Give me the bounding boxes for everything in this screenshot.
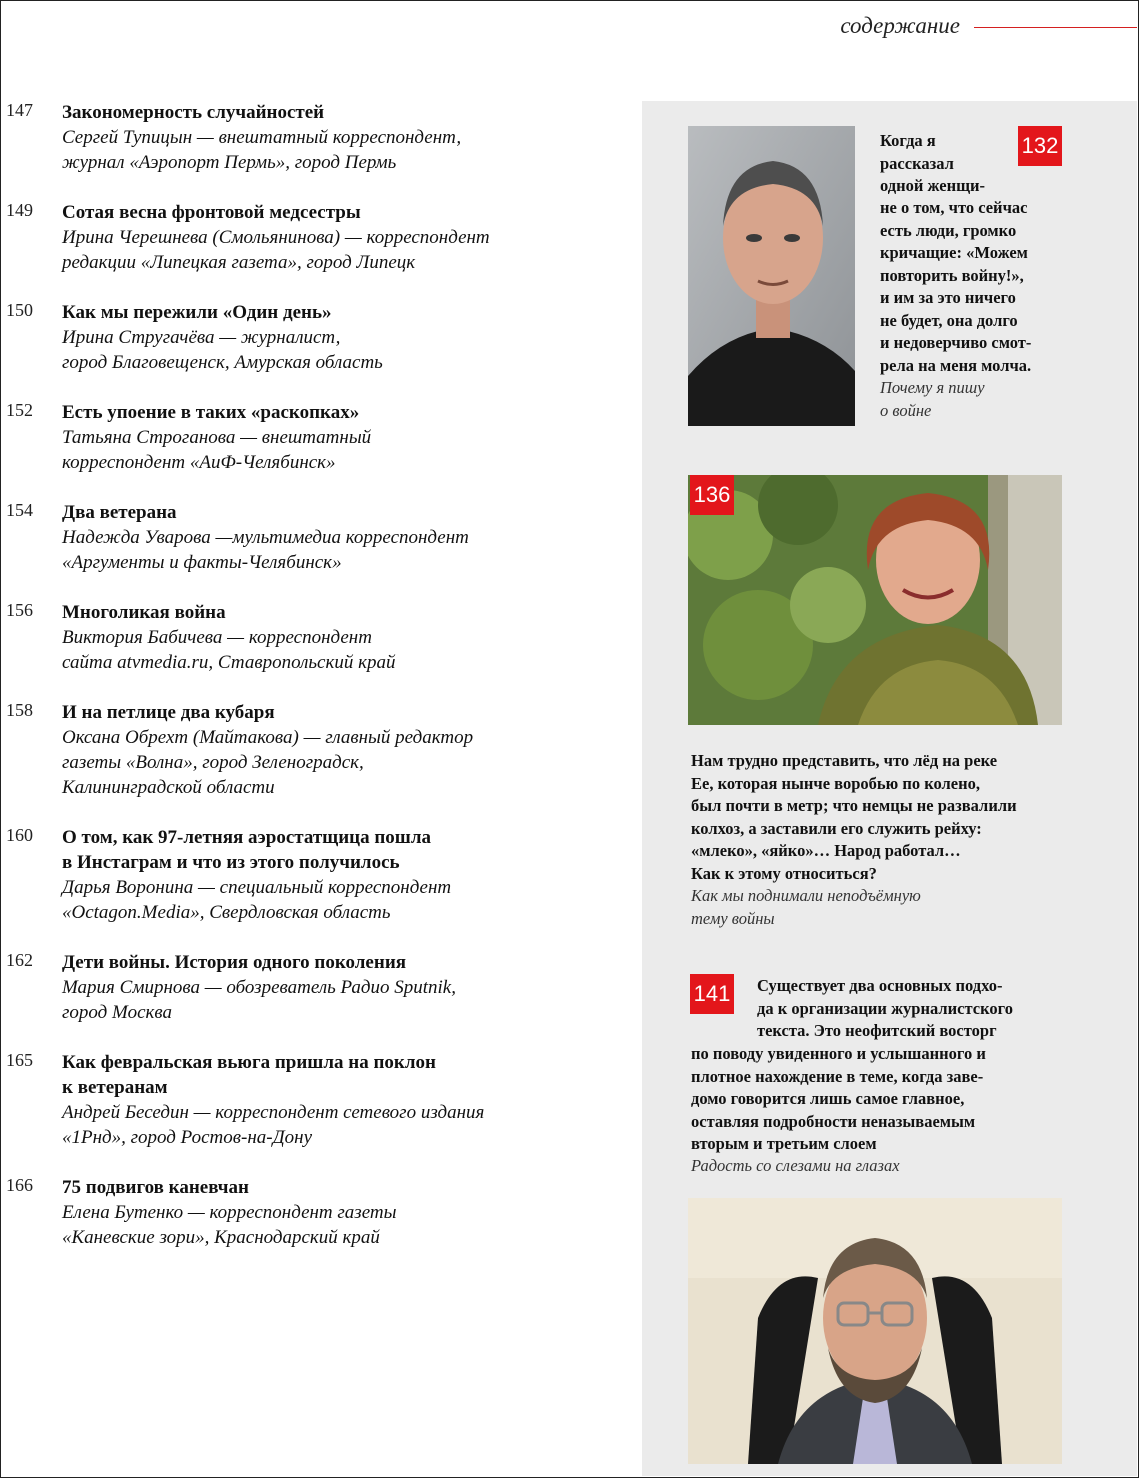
page-number: 162: [6, 950, 33, 970]
page-number: 149: [6, 200, 33, 220]
header-rule: [974, 27, 1137, 28]
article-title: Закономерность случайностей: [62, 102, 325, 123]
page-badge: 136: [690, 475, 734, 515]
page-number: 156: [6, 600, 33, 620]
article-title: Два ветерана: [62, 502, 177, 523]
article-title: 75 подвигов каневчан: [62, 1177, 249, 1198]
article-title: Сотая весна фронтовой медсестры: [62, 202, 361, 223]
article-author: Дарья Воронина — специальный корреспондент «Octagon.Media», Свердловская область: [62, 877, 452, 923]
section-label: содержание: [840, 13, 960, 38]
article-author: Оксана Обрехт (Майтакова) — главный редактор газеты «Волна», город Зеленоградск, Калининградской области: [62, 727, 474, 798]
page-number: 150: [6, 300, 33, 320]
article-author: Мария Смирнова — обозреватель Радио Sputnik, город Москва: [62, 977, 456, 1023]
article-author: Надежда Уварова —мультимедиа корреспондент «Аргументы и факты-Челябинск»: [62, 527, 469, 573]
article-author: Виктория Бабичева — корреспондент сайта atvmedia.ru, Ставропольский край: [62, 627, 396, 673]
page-badge: 132: [1018, 126, 1062, 166]
article-title: Многоликая война: [62, 602, 226, 623]
article-title: О том, как 97-летняя аэростатщица пошла в Инстаграм и что из этого получилось: [62, 827, 432, 873]
article-author: Андрей Беседин — корреспондент сетевого издания «1Рнд», город Ростов-на-Дону: [62, 1102, 485, 1148]
page-number: 147: [6, 100, 33, 120]
article-author: Сергей Тупицын — внештатный корреспондент, журнал «Аэропорт Пермь», город Пермь: [62, 127, 462, 173]
pull-quote: Существует два основных подхо- да к организации журналистского текста. Это неофитский восторг: [757, 976, 1013, 1040]
article-author: Татьяна Строганова — внештатный корреспондент «АиФ-Челябинск»: [62, 427, 372, 473]
article-author: Ирина Стругачёва — журналист, город Благовещенск, Амурская область: [62, 327, 383, 373]
quote-source: Как мы поднимали неподъёмную тему войны: [691, 886, 921, 928]
page-badge: 141: [690, 974, 734, 1014]
author-photo-woman: [688, 475, 1062, 725]
page-number: 158: [6, 700, 33, 720]
article-title: Как февральская вьюга пришла на поклон к ветеранам: [62, 1052, 436, 1098]
article-title: Как мы пережили «Один день»: [62, 302, 332, 323]
page-number: 165: [6, 1050, 33, 1070]
page-number: 166: [6, 1175, 33, 1195]
pull-quote: Нам трудно представить, что лёд на реке Ее, которая нынче воробью по колено, был почти в метр; что немцы не развалили колхоз, а заставили его служить рейху: «млеко», «яйко»… Народ работал… Как к этому относиться?: [691, 751, 1017, 883]
pull-quote-continued: по поводу увиденного и услышанного и плотное нахождение в теме, когда заве- домо говорится лишь самое главное, оставляя подробности неназываемым вторым и третьим слоем: [691, 1044, 986, 1153]
pull-quote-continued: не о том, что сейчас есть люди, громко кричащие: «Можем повторить войну!», и им за это ничего не будет, она долго и недоверчиво смот- рела на меня молча.: [880, 198, 1032, 375]
article-author: Ирина Черешнева (Смольянинова) — корреспондент редакции «Липецкая газета», город Липецк: [62, 227, 490, 273]
quote-source: Почему я пишу о войне: [880, 378, 985, 420]
page-number: 152: [6, 400, 33, 420]
pull-quote: Когда я рассказал одной женщи-: [880, 131, 986, 195]
author-photo-man: [688, 126, 855, 426]
article-title: Дети войны. История одного поколения: [62, 952, 407, 973]
author-photo-man-glasses: [688, 1198, 1062, 1464]
article-author: Елена Бутенко — корреспондент газеты «Каневские зори», Краснодарский край: [62, 1202, 397, 1248]
page-number: 154: [6, 500, 33, 520]
page-number: 160: [6, 825, 33, 845]
article-title: И на петлице два кубаря: [62, 702, 275, 723]
article-title: Есть упоение в таких «раскопках»: [62, 402, 360, 423]
quote-source: Радость со слезами на глазах: [691, 1156, 900, 1175]
